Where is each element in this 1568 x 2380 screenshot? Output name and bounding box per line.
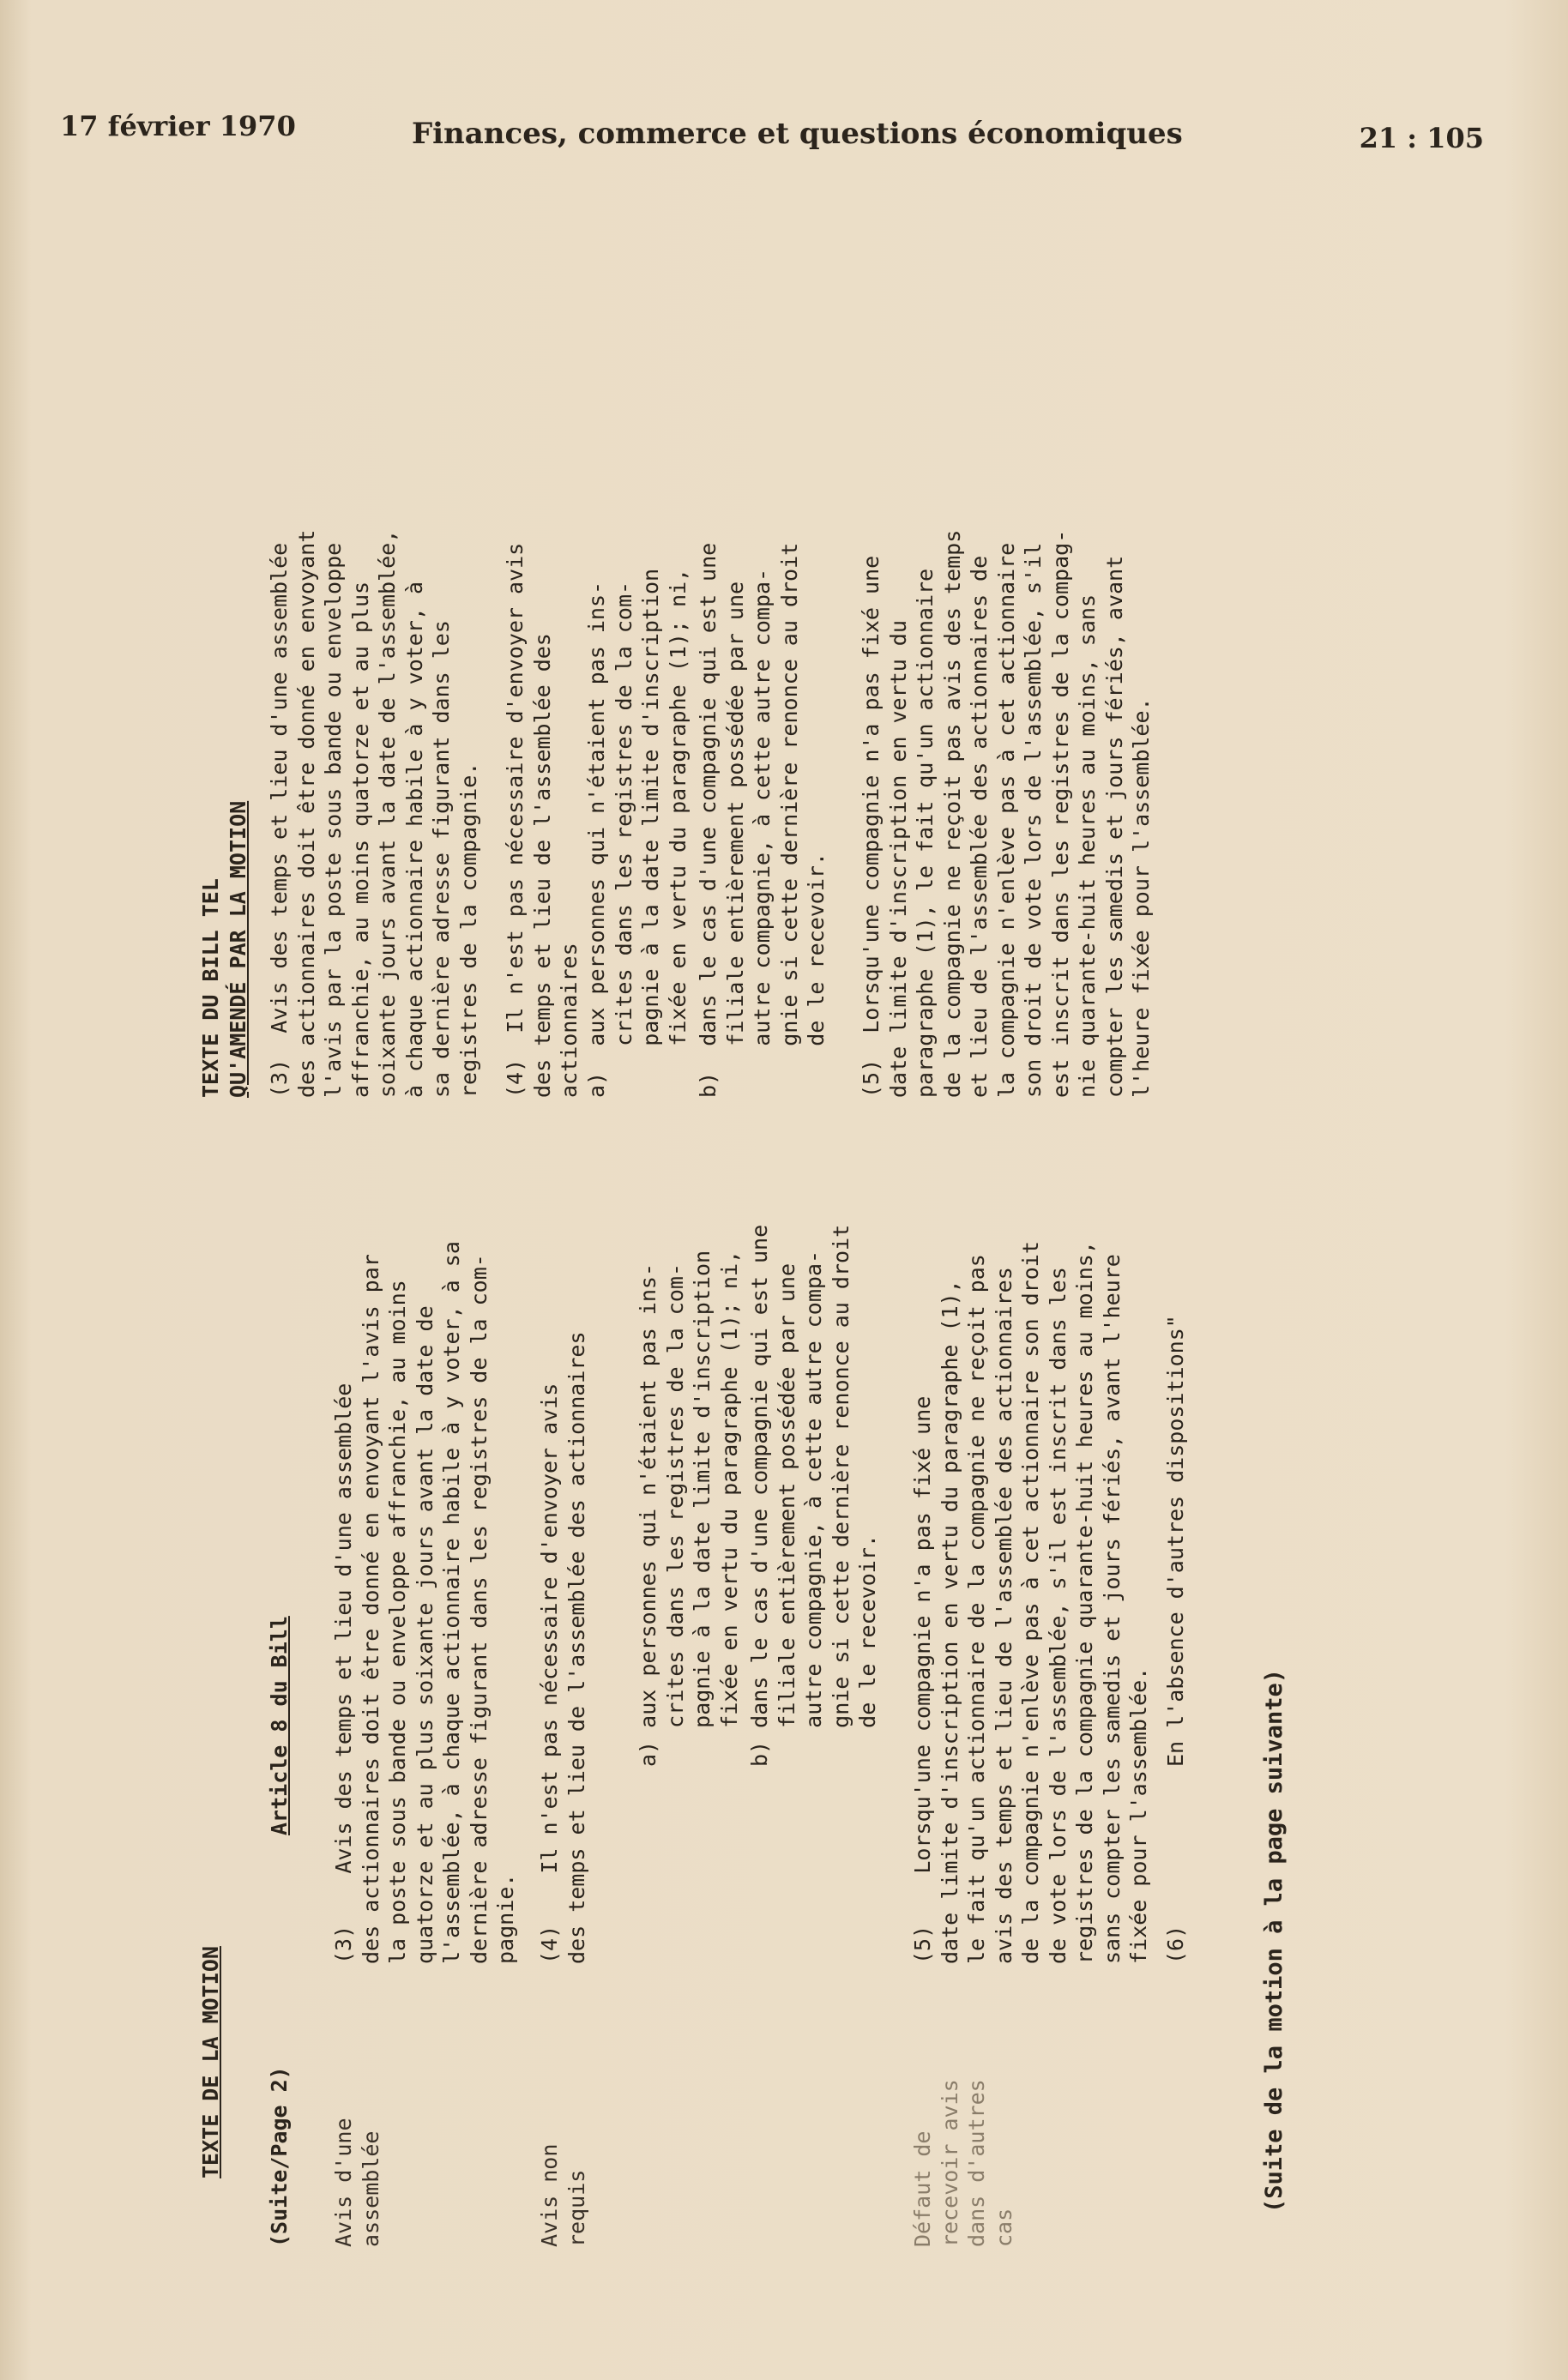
footer-continued: (Suite de la motion à la page suivante): [1261, 1669, 1288, 2213]
right-paragraph-4b: b) dans le cas d'une compagnie qui est une filiale entièrement possédée par une autre compagnie, à cette autre compa- gnie si cette dernière renonce au droit de le recevoir.: [696, 542, 829, 1098]
left-paragraph-3: (3) Avis des temps et lieu d'une assemblée des actionnaires doit être donné en envoyant l'avis par la poste sous bande ou enveloppe affranchie, au moins quatorze et au plus soixante jours avant la date de l'assemblée, à chaque actionnaire habile à y voter, à sa dernière adresse figurant dans les registres de la com- pagnie.: [331, 1241, 518, 1964]
margin-not-required: Avis non requis: [537, 2143, 589, 2247]
header-date: 17 février 1970: [60, 110, 296, 142]
left-suite: (Suite/Page 2): [267, 2066, 292, 2247]
right-paragraph-5: (5) Lorsqu'une compagnie n'a pas fixé une date limite d'inscription en vertu du paragraphe (1), le fait qu'un actionnaire de la compagnie ne reçoit pas avis des temps et lieu de l'assemblée des actionnaires de la compagnie n'enlève pas à cet actionnaire son droit de vote lors de l'assemblée, s'il est inscrit dans les registres de la compag- nie quarante-huit heures au moins, sans compter les samedis et jours fériés, avant l'heure fixée pour l'assemblée.: [859, 529, 1154, 1098]
margin-notice: Avis d'une assemblée: [331, 2118, 383, 2247]
left-paragraph-4: (4) Il n'est pas nécessaire d'envoyer avis des temps et lieu de l'assemblée des actionnaires: [537, 1331, 589, 1964]
right-paragraph-4a: a) aux personnes qui n'étaient pas ins- crites dans les registres de la com- pagnie à la date limite d'inscription fixée en vertu du paragraphe (1); ni,: [584, 568, 691, 1098]
left-paragraph-6-text: En l'absence d'autres dispositions": [1163, 1315, 1188, 1767]
page-header: [60, 110, 1484, 161]
left-article: Article 8 du Bill: [267, 1616, 292, 1835]
left-paragraph-4b: b) dans le cas d'une compagnie qui est une filiale entièrement possédée par une autre compagnie, à cette autre compa- gnie si cette dernière renonce au droit de le recevoir.: [747, 1224, 880, 1767]
header-page-number: 21 : 105: [1359, 122, 1484, 154]
left-paragraph-4a: a) aux personnes qui n'étaient pas ins- crites dans les registres de la com- pagnie à la date limite d'inscription fixée en vertu du paragraphe (1); ni,: [636, 1250, 742, 1767]
rotated-document-body: [198, 274, 1544, 2247]
left-paragraph-6-number: (6): [1163, 1925, 1188, 1964]
right-paragraph-3: (3) Avis des temps et lieu d'une assemblée des actionnaires doit être donné en envoyant l'avis par la poste sous bande ou enveloppe affranchie, au moins quatorze et au plus soixante jours avant la date de l'assemblée, à chaque actionnaire habile à y voter, à sa dernière adresse figurant dans les registres de la compagnie.: [267, 529, 481, 1098]
header-title: Finances, commerce et questions économiques: [412, 117, 1183, 151]
margin-default: Défaut de recevoir avis dans d'autres cas: [910, 2079, 1016, 2247]
left-heading: TEXTE DE LA MOTION: [198, 1946, 223, 2178]
right-paragraph-4: (4) Il n'est pas nécessaire d'envoyer avis des temps et lieu de l'assemblée des actionnaires: [503, 542, 582, 1098]
left-paragraph-5: (5) Lorsqu'une compagnie n'a pas fixé une date limite d'inscription en vertu du paragraphe (1), le fait qu'un actionnaire de la compagnie ne reçoit pas avis des temps et lieu de l'assemblée des actionnaires de la compagnie n'enlève pas à cet actionnaire son droit de vote lors de l'assemblée, s'il est inscrit dans les registres de la compagnie quarante-huit heures au moins, sans compter les samedis et jours fériés, avant l'heure fixée pour l'assemblée.: [910, 1241, 1151, 1964]
right-heading: TEXTE DU BILL TEL QU'AMENDÉ PAR LA MOTION: [198, 800, 250, 1098]
